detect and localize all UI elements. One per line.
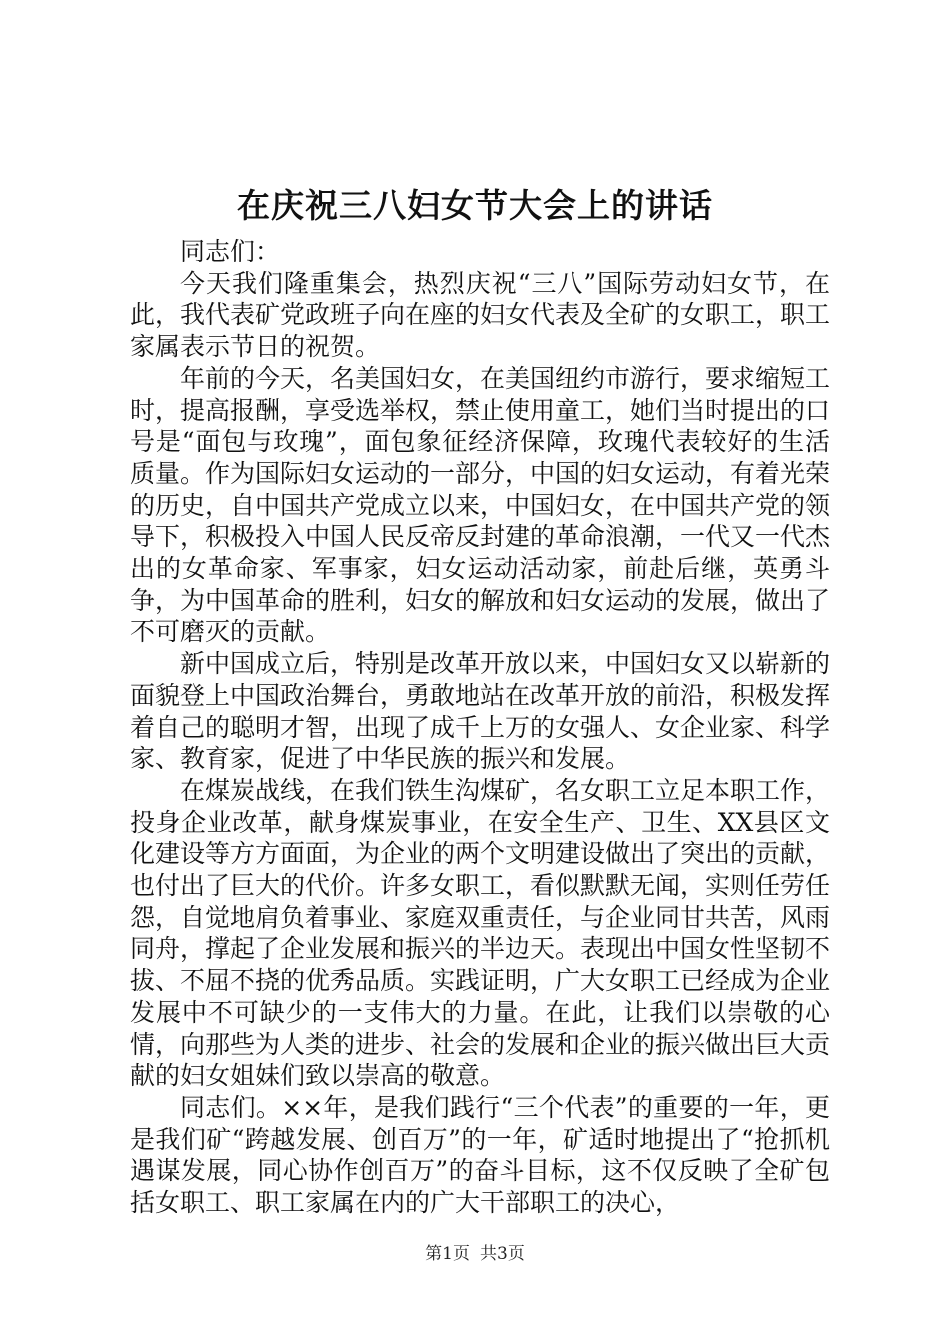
new-china-paragraph: 新中国成立后，特别是改革开放以来，中国妇女又以崭新的面貌登上中国政治舞台，勇敢地站在改革开放的前沿，积极发挥着自己的聪明才智，出现了成千上万的女强人、女企业家、科学家、教育家，促进了中华民族的振兴和发展。: [130, 649, 831, 774]
page-total: 共3页: [480, 1244, 525, 1264]
document-body: [130, 236, 830, 1219]
opening-paragraph: 今天我们隆重集会，热烈庆祝“三八”国际劳动妇女节，在此，我代表矿党政班子向在座的妇女代表及全矿的女职工，职工家属表示节日的祝贺。: [130, 268, 831, 362]
coal-front-paragraph: 在煤炭战线，在我们铁生沟煤矿，名女职工立足本职工作，投身企业改革，献身煤炭事业，在安全生产、卫生、XX县区文化建设等方方面面，为企业的两个文明建设做出了突出的贡献，也付出了巨大的代价。许多女职工，看似默默无闻，实则任劳任怨，自觉地肩负着事业、家庭双重责任，与企业同甘共苦，风雨同舟，撑起了企业发展和振兴的半边天。表现出中国女性坚韧不拔、不屈不挠的优秀品质。实践证明，广大女职工已经成为企业发展中不可缺少的一支伟大的力量。在此，让我们以崇敬的心情，向那些为人类的进步、社会的发展和企业的振兴做出巨大贡献的妇女姐妹们致以崇高的敬意。: [130, 775, 831, 1091]
history-paragraph: 年前的今天，名美国妇女，在美国纽约市游行，要求缩短工时，提高报酬，享受选举权，禁止使用童工，她们当时提出的口号是“面包与玫瑰”，面包象征经济保障，玫瑰代表较好的生活质量。作为国际妇女运动的一部分，中国的妇女运动，有着光荣的历史，自中国共产党成立以来，中国妇女，在中国共产党的领导下，积极投入中国人民反帝反封建的革命浪潮，一代又一代杰出的女革命家、军事家，妇女运动活动家，前赴后继，英勇斗争，为中国革命的胜利，妇女的解放和妇女运动的发展，做出了不可磨灭的贡献。: [130, 363, 831, 647]
salutation-paragraph: 同志们：: [180, 237, 281, 266]
page-footer: [0, 1242, 950, 1266]
document-title: 在庆祝三八妇女节大会上的讲话: [237, 186, 713, 225]
page-number: 第1页: [425, 1244, 470, 1264]
goals-paragraph: 同志们。××年，是我们践行“三个代表”的重要的一年，更是我们矿“跨越发展、创百万”的一年，矿适时地提出了“抢抓机遇谋发展，同心协作创百万”的奋斗目标，这不仅反映了全矿包括女职工、职工家属在内的广大干部职工的决心，: [130, 1092, 830, 1218]
